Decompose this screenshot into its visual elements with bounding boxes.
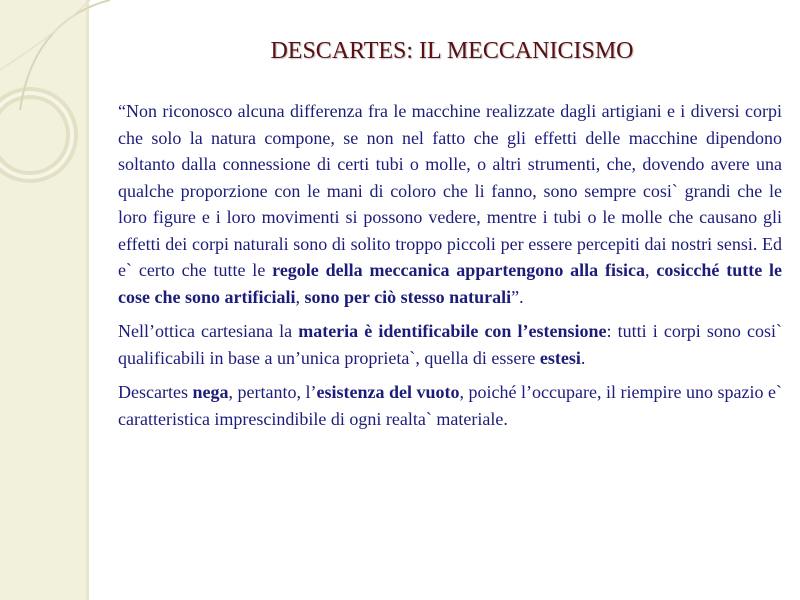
paragraph-text: , [295, 286, 305, 307]
emphasis-text: materia è identificabile con l’estensione [298, 321, 607, 341]
body-paragraph [118, 318, 782, 371]
paragraph-text: , [645, 260, 657, 280]
body-paragraph [118, 379, 782, 432]
slide-body [118, 98, 782, 440]
emphasis-text: sono per ciò stesso naturali [304, 286, 512, 307]
emphasis-text: esistenza del vuoto [316, 382, 460, 402]
paragraph-text: Nell’ottica cartesiana la [118, 321, 299, 341]
body-paragraph [118, 98, 782, 310]
decorative-ring-large-inner [0, 93, 72, 177]
emphasis-text: nega [192, 382, 229, 402]
emphasis-text: estesi [539, 347, 581, 368]
emphasis-text: regole della meccanica appartengono alla fisica [272, 260, 646, 280]
paragraph-text: Descartes [118, 382, 193, 402]
emphasis-text: cosicché tutte le cose che sono artificiali [118, 260, 783, 307]
decorative-arc-2 [0, 0, 90, 70]
paragraph-text: . [580, 347, 586, 368]
paragraph-text: : tutti i corpi sono cosi` qualificabili in base a un’unica proprieta`, quella di essere [118, 321, 782, 368]
decorative-rings [0, 0, 120, 220]
paragraph-text: , poiché l’occupare, il riempire uno spazio e` caratteristica imprescindibile di ogni realta` materiale. [118, 382, 782, 429]
paragraph-text: , pertanto, l’ [228, 382, 317, 402]
paragraph-text: “Non riconosco alcuna differenza fra le macchine realizzate dagli artigiani e i diversi corpi che solo la natura compone, se non nel fatto che gli effetti delle macchine dipendono soltanto dalla connessione di certi tubi o molle, o altri strumenti, che, dovendo avere una qualche proporzione con le mani di coloro che li fanno, sono sempre cosi` grandi che le loro figure e i loro movimenti si possono vedere, mentre i tubi o le molle che causano gli effetti dei corpi naturali sono di solito troppo piccoli per essere percepiti dai nostri sensi. Ed e` certo che tutte le [118, 101, 782, 280]
paragraph-text: ”. [511, 286, 524, 307]
slide-title: DESCARTES: IL MECCANICISMO [270, 38, 634, 64]
